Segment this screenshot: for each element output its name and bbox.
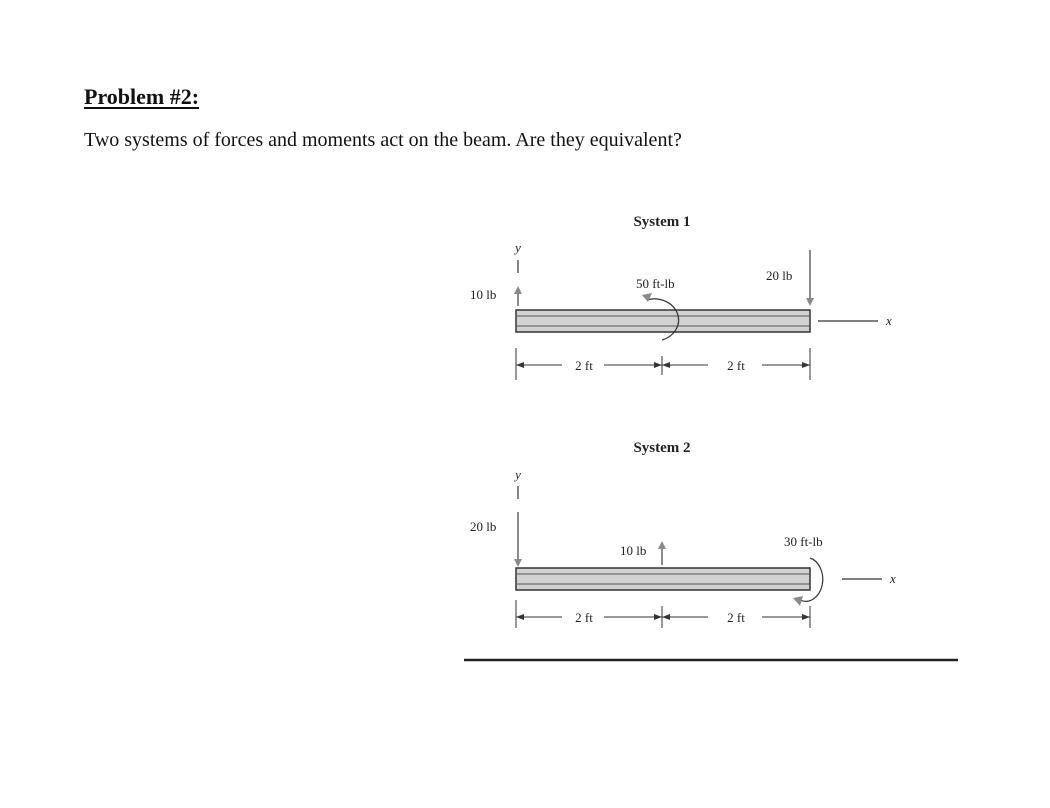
system-2-moment-arrowhead — [793, 596, 803, 606]
system-2-label: System 2 — [633, 440, 691, 456]
system-2-dim-right-label: 2 ft — [727, 610, 745, 625]
problem-question: Two systems of forces and moments act on the beam. Are they equivalent? — [84, 129, 682, 151]
system-2-y-axis-label: y — [515, 467, 521, 482]
system-2-beam — [516, 568, 810, 590]
system-1 — [470, 214, 892, 380]
system-1-x-axis-label: x — [886, 313, 892, 328]
system-1-beam — [516, 310, 810, 332]
system-2 — [470, 440, 896, 628]
system-1-dim-right-label: 2 ft — [727, 358, 745, 373]
system-1-moment-label: 50 ft-lb — [636, 276, 675, 291]
system-1-y-axis-label: y — [515, 240, 521, 255]
system-2-mid-force-label: 10 lb — [620, 543, 647, 558]
system-1-dim-left-label: 2 ft — [575, 358, 593, 373]
system-1-moment-arrowhead — [642, 293, 652, 302]
system-2-moment-label: 30 ft-lb — [784, 534, 823, 549]
system-1-left-force-label: 10 lb — [470, 287, 497, 302]
system-2-x-axis-label: x — [890, 571, 896, 586]
system-1-right-force-label: 20 lb — [766, 268, 793, 283]
system-1-label: System 1 — [633, 214, 691, 230]
system-2-left-force-label: 20 lb — [470, 519, 497, 534]
system-2-dim-left-label: 2 ft — [575, 610, 593, 625]
problem-title: Problem #2: — [84, 84, 200, 109]
